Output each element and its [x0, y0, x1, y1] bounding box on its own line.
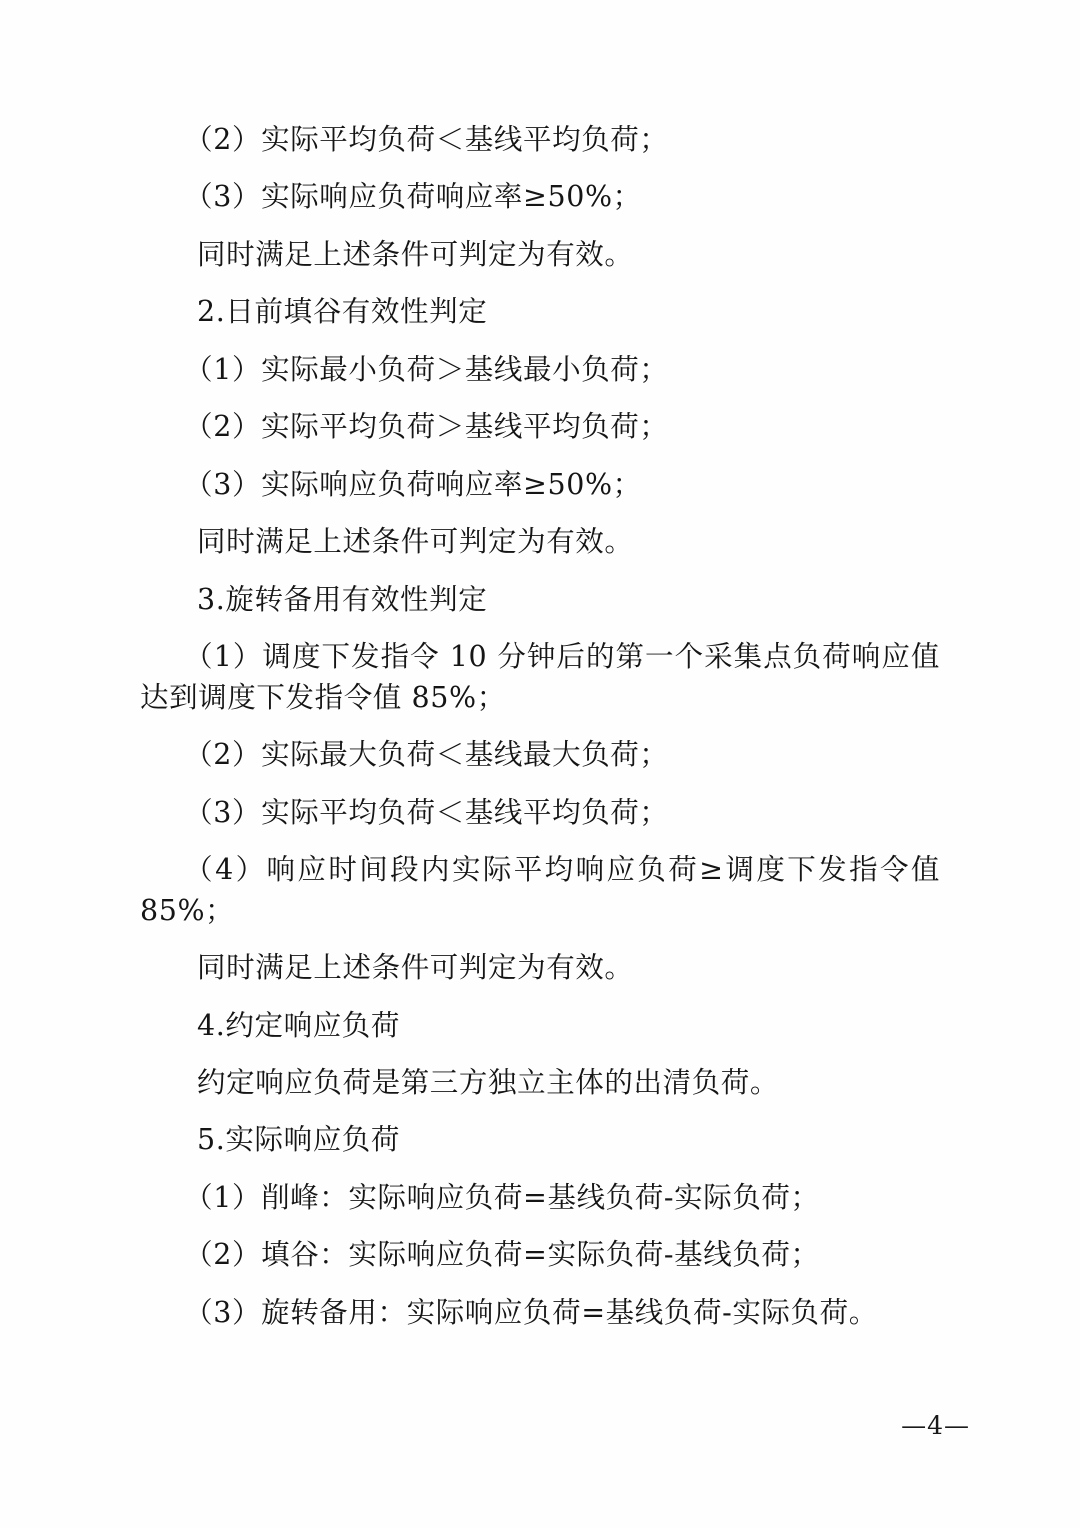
paragraph: 3.旋转备用有效性判定 — [197, 582, 488, 616]
paragraph: 同时满足上述条件可判定为有效。 — [197, 525, 634, 559]
document-body — [140, 120, 940, 1350]
paragraph: （1）实际最小负荷＞基线最小负荷； — [184, 352, 669, 386]
page-number: —4— — [901, 1411, 970, 1440]
paragraph: （2）实际平均负荷＞基线平均负荷； — [184, 410, 669, 444]
paragraph: （2）填谷：实际响应负荷=实际负荷-基线负荷； — [184, 1238, 820, 1272]
paragraph: 2.日前填谷有效性判定 — [197, 295, 488, 329]
paragraph: （4）响应时间段内实际平均响应负荷≥调度下发指令值 85%； — [140, 853, 940, 927]
paragraph: 4.约定响应负荷 — [197, 1008, 400, 1042]
paragraph: 5.实际响应负荷 — [197, 1123, 400, 1157]
paragraph: （2）实际最大负荷＜基线最大负荷； — [184, 738, 669, 772]
paragraph: 约定响应负荷是第三方独立主体的出清负荷。 — [197, 1065, 780, 1099]
paragraph: （1）削峰：实际响应负荷=基线负荷-实际负荷； — [184, 1180, 820, 1214]
paragraph: 同时满足上述条件可判定为有效。 — [197, 951, 634, 985]
paragraph: （3）实际平均负荷＜基线平均负荷； — [184, 795, 669, 829]
paragraph: 同时满足上述条件可判定为有效。 — [197, 237, 634, 271]
paragraph: （1）调度下发指令 10 分钟后的第一个采集点负荷响应值达到调度下发指令值 85%； — [140, 640, 940, 714]
paragraph: （2）实际平均负荷＜基线平均负荷； — [184, 123, 669, 156]
paragraph: （3）实际响应负荷响应率≥50%； — [184, 180, 642, 214]
paragraph: （3）旋转备用：实际响应负荷=基线负荷-实际负荷。 — [184, 1295, 878, 1329]
paragraph: （3）实际响应负荷响应率≥50%； — [184, 467, 642, 501]
